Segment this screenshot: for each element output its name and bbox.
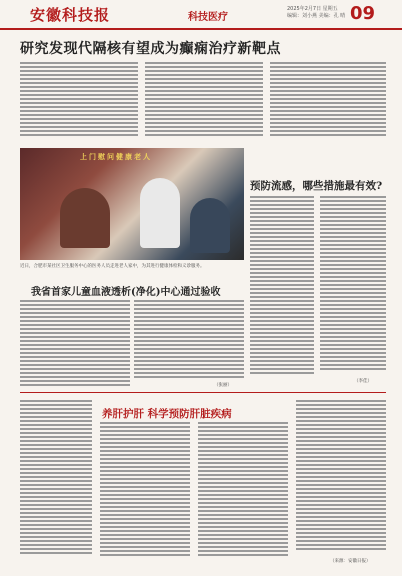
dialysis-article-column-1: [20, 300, 130, 388]
photo-figure-center: [140, 178, 180, 248]
page-header: [0, 0, 402, 30]
section-divider: [20, 392, 386, 393]
main-headline: 研究发现代隔核有望成为癫痫治疗新靶点: [20, 41, 281, 57]
section-title: 科技医疗: [188, 12, 228, 23]
dialysis-center-headline: 我省首家儿童血液透析(净化)中心通过验收: [31, 287, 221, 298]
flu-prevention-headline: 预防流感，哪些措施最有效?: [250, 180, 383, 192]
photo-figure-right: [190, 198, 230, 253]
newspaper-logo: 安徽科技报: [30, 6, 111, 24]
dialysis-article-column-2: [134, 300, 244, 380]
dialysis-article-signature: （张丽）: [214, 383, 232, 388]
liver-health-headline: 养肝护肝 科学预防肝脏疾病: [102, 408, 232, 420]
page-number: 09: [350, 3, 376, 24]
flu-article-signature: （李佳）: [354, 379, 372, 384]
liver-article-column-4: [296, 400, 386, 552]
issue-date: 2025年2月7日 星期五: [287, 6, 338, 12]
photo-banner-text: 上门慰问健康老人: [80, 153, 152, 161]
photo-caption: 近日，合肥市某社区卫生服务中心的医务人员走进老人家中，为其进行健康体检和义诊服务。: [20, 264, 205, 269]
article-1-column-2: [145, 62, 263, 138]
liver-article-column-3: [198, 422, 288, 558]
editor-credit: 编辑：刘小燕 美编：孔 晴: [287, 13, 346, 19]
article-1-column-3: [270, 62, 386, 138]
liver-article-column-1: [20, 400, 92, 556]
photo-figure-left: [60, 188, 110, 248]
article-1-column-1: [20, 62, 138, 138]
liver-article-column-2: [100, 422, 190, 558]
header-info: [287, 6, 345, 20]
flu-article-column-1: [250, 196, 314, 376]
flu-article-column-2: [320, 196, 386, 372]
news-photo: [20, 148, 244, 260]
liver-article-signature: （来源：安徽日报）: [330, 559, 371, 564]
